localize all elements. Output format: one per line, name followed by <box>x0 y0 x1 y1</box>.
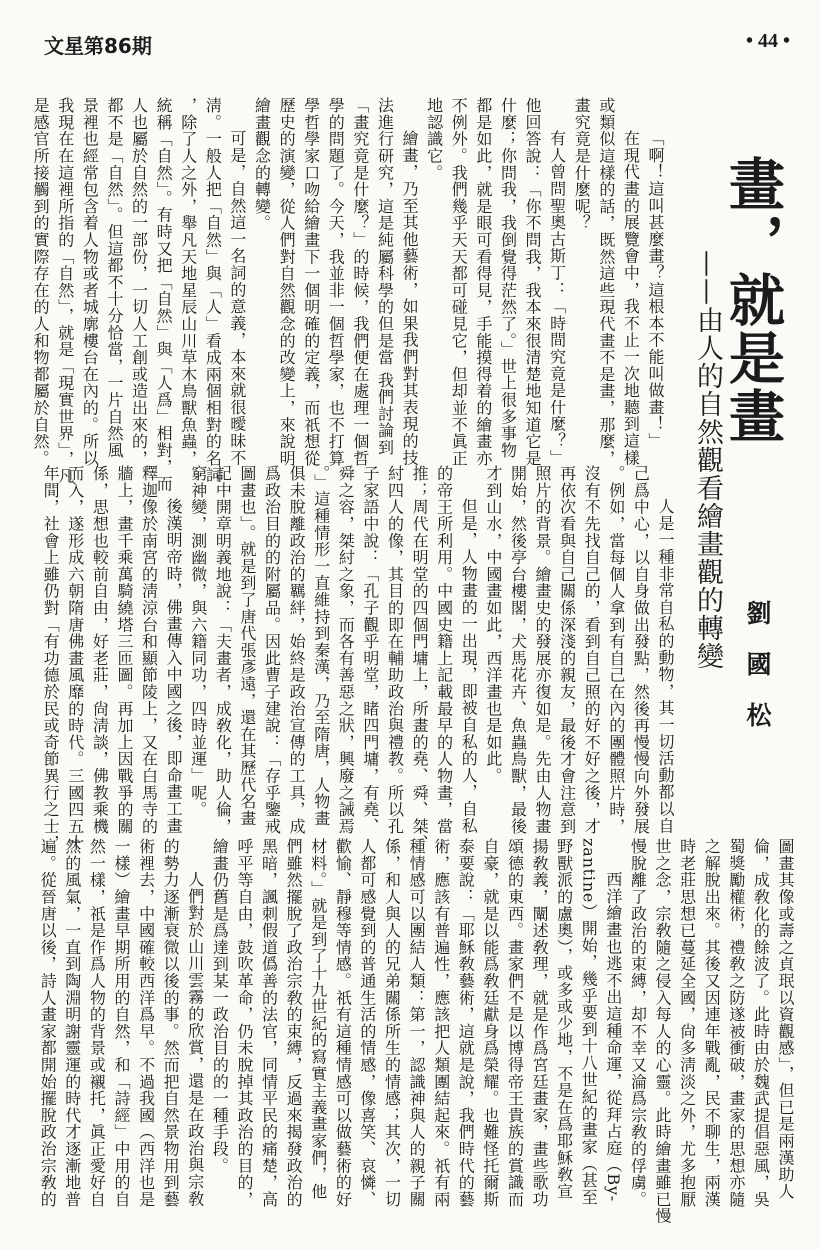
text-column: 都不是「自然」。但這都不十分恰當，一片自然風 <box>104 97 124 459</box>
text-column: 但是，人物畫的一出現，即被自私的人，自私 <box>459 498 479 834</box>
text-column: 爲政治目的的附屬品。因此曹子建說：「存乎鑒戒 <box>262 465 282 835</box>
text-column: 或類似這樣的話，既然這些現代畫不是畫，那麼， <box>596 97 616 467</box>
text-column: 時老莊思想已蔓延全國，尙多淸淡之外，尤多抱厭 <box>677 838 697 1208</box>
text-column: 淸。一般人把「自然」與「人」看成兩個相對的名詞 <box>203 97 223 484</box>
text-column: zantine）開始，幾乎要到十八世紀的畫家（甚至 <box>579 838 599 1206</box>
text-column: 己爲中心，以自身做出發點，然後再慢慢向外發展 <box>631 465 651 835</box>
text-column: 學的問題了。今天，我並非一個哲學家，也不打算 <box>326 97 346 467</box>
text-column: 不例外。我們幾乎天天都可碰見它，但却並不眞正 <box>449 97 469 467</box>
text-column: 後漢明帝時，佛畫傳入中國之後，即命畫工畫 <box>164 498 184 834</box>
text-column: 術裡去，中國確較西洋爲早。不過我國（西洋也是 <box>136 838 156 1208</box>
text-column: 人都可感覺到的普通生活的情感，像喜笑、哀憐、 <box>357 838 377 1208</box>
text-column: 野獸派的盧奧），或多或少地，不是在爲耶穌敎宣 <box>554 838 574 1200</box>
text-column: 然一樣，祇是作爲人物的背景或襯托，眞正愛好自 <box>87 838 107 1208</box>
text-column: 都是如此，就是眼可看得見，手能摸得着的繪畫亦 <box>473 97 493 467</box>
text-column: 他回答說：「你不問我，我本來很清楚地知道它是 <box>523 97 543 467</box>
text-column: 繪畫，乃至其他藝術，如果我們對其表現的技 <box>400 130 420 466</box>
text-column: 係，和人與人的兄弟關係所生的情感；其次，一切 <box>382 838 402 1208</box>
text-column: 自豪，就是以能爲敎廷獻身爲榮耀。也難怪托爾斯 <box>480 838 500 1208</box>
text-column: 俱未脫離政治的羈絆，始終是政治宣傳的工具，成 <box>287 465 307 835</box>
article-author: 劉國松 <box>743 600 772 753</box>
text-column: 推；周代在明堂的四個門墉上，所畫的堯、舜、桀、 <box>410 465 430 852</box>
text-column: 景裡也經常包含着人物或者城廓樓台在內的。所以 <box>80 97 100 467</box>
text-column: 什麼；你問我，我倒覺得茫然了。」世上很多事物 <box>498 97 518 459</box>
text-column: 有人曾問聖奧古斯丁：「時間究竟是什麼？」 <box>547 130 567 466</box>
text-column: 人是一種非常自私的動物，其一切活動都以自 <box>656 498 675 834</box>
article-subtitle: ——由人的自然觀看繪畫觀的轉變 <box>692 250 723 670</box>
text-column: 開始，然後亭台樓閣，犬馬花卉、魚蟲鳥獸，最後 <box>508 465 528 835</box>
text-column: 泰要說：「耶穌敎藝術，這就是說，我們時代的藝 <box>456 838 476 1208</box>
text-column: 再依次看與自己關係深淺的親友，最後才會注意到 <box>557 465 577 835</box>
text-column: 材料。」就是到了十九世紀的寫實主義畫家們，他 <box>308 838 328 1200</box>
text-column: 頌德的東西。畫家們不是以博得帝王貴族的賞識而 <box>505 838 525 1208</box>
text-column: 的帝王所利用。中國史籍上記載最早的人物畫，當 <box>434 465 454 835</box>
text-column: 地認識它。 <box>424 97 444 181</box>
page-number: • 44 • <box>745 30 790 52</box>
text-column: 舜之容，桀紂之象，而各有善惡之狀，興廢之誡焉 <box>336 465 356 835</box>
text-column: 係，思想也較前自由，好老莊，尙淸談，佛教乘機 <box>90 465 110 835</box>
text-column: 繪畫觀念的轉變。 <box>252 97 272 232</box>
article-title: 畫，就是畫 <box>720 155 785 445</box>
magazine-issue: 文星第86期 <box>44 34 152 58</box>
text-column: 然的風氣，一直到陶淵明謝靈運的時代才逐漸地普 <box>62 838 82 1208</box>
text-column: 一樣）繪畫早期所用的自然，和「詩經」中用的自 <box>111 838 131 1208</box>
text-column: 。例如，當每個人拿到有自己在內的團體照片時， <box>606 465 626 835</box>
text-column: 記中開章明義地說：「夫畫者，成敎化，助人倫， <box>213 465 233 835</box>
text-column: 種情感可以團結人類：第一，認識神與人的親子關 <box>407 838 427 1208</box>
text-column: 西洋繪畫也逃不出這種命運，從拜占庭（By- <box>603 871 623 1203</box>
text-column: 倫，成敎化的餘波了。此時由於魏武提倡惡風，吳 <box>751 838 771 1208</box>
text-column: 人們對於山川雲霧的欣賞，還是在政治與宗敎 <box>185 871 205 1207</box>
text-column: 圖畫其像或壽之貞珉以資觀感」，但已是兩漢助人 <box>776 838 795 1200</box>
text-column: 牆上，畫千乘萬騎繞塔三匝圖。再加上因戰爭的關 <box>114 465 134 835</box>
text-column: ，除了人之外，舉凡天地星辰山川草木鳥獸魚蟲， <box>178 97 198 467</box>
text-column: 繪畫仍舊是爲達到某一政治目的的一種手段。 <box>210 838 230 1174</box>
text-column: 而入，遂形成六朝隋唐佛畫風靡的時代。三國四五十 <box>65 465 85 852</box>
text-column: 紂四人的像，其目的即在輔助政治與禮教。所以孔 <box>385 465 405 835</box>
text-column: 蜀獎勵權術，禮敎之防遂被衝破，畫家的思想亦隨 <box>726 838 746 1208</box>
text-column: 「啊！這叫甚麼畫？這根本不能叫做畫！」 <box>646 130 665 450</box>
text-band-top <box>28 97 667 493</box>
text-column: 歡愉、靜穆等情感。祇有這種情感可以做藝術的好 <box>333 838 353 1208</box>
text-column: 之解脫出來。其後又因連年戰亂，民不聊生，兩漢 <box>702 838 722 1208</box>
text-column: 人也屬於自然的一部份，一切人工創或造出來的， <box>129 97 149 467</box>
text-column: 沒有不先找自己的，看到自己照的好不好之後，才 <box>582 465 602 835</box>
text-column: 們雖然擺脫了政治宗敎的束縛，反過來揭發政治的 <box>284 838 304 1208</box>
text-column: 遍。從晉唐以後，詩人畫家都開始擺脫政治宗敎的 <box>38 838 58 1208</box>
text-column: 在現代畫的展覽會中，我不止一次地聽到這樣 <box>621 130 641 466</box>
text-column: 呼平等自由，鼓吹革命，仍未脫掉其政治的目的， <box>234 838 254 1208</box>
text-column: 釋迦像於南宮的淸涼台和顯節陵上，又在白馬寺的 <box>139 465 159 835</box>
text-column: 「畫究竟是什麼？」的時候，我們便在處理一個哲 <box>350 97 370 467</box>
text-column: 才到山水，中國畫如此，西洋畫也是如此。 <box>483 465 503 785</box>
text-column: 黑暗，諷刺假道僞善的法官，同情平民的痛楚，高 <box>259 838 279 1208</box>
text-column: 歷史的演變，從人們對自然觀念的改變上，來說明 <box>277 97 297 467</box>
text-column: 。」這種情形一直維持到秦漢，乃至隋唐，人物畫 <box>311 465 331 827</box>
text-column: 慢脫離了政治的束縛，却不幸又淪爲宗敎的俘虜。 <box>628 838 648 1208</box>
text-column: 統稱「自然」。有時又把「自然」與「人爲」相對，而 <box>154 97 174 493</box>
text-column: 世之念，宗敎隨之侵入每人的心靈。此時繪畫雖已慢 <box>653 838 673 1225</box>
text-column: 圖畫也」。就是到了唐代張彥遠，還在其歷代名畫 <box>237 465 257 827</box>
text-column: 我現在在這裡所指的「自然」，就是「現實世界」，凡 <box>55 97 75 485</box>
text-column: 年間，社會上雖仍對「有功德於民或奇節異行之士， <box>41 465 61 852</box>
text-column: 是感官所接觸到的實際存在的人和物都屬於自然。 <box>31 97 51 467</box>
text-band-middle <box>38 465 677 852</box>
text-column: 術，應該有普遍性，應該把人類團結起來。祇有兩 <box>431 838 451 1208</box>
text-band-bottom <box>35 838 797 1225</box>
text-column: 的勢力逐漸衰微以後的事。然而把自然景物用到藝 <box>161 838 181 1208</box>
text-column: 法進行研究，這是純屬科學的但是當 我們討論到 <box>375 97 395 456</box>
text-column: 子家語中說：「孔子觀乎明堂，睹四門墉，有堯、 <box>360 465 380 835</box>
text-column: 學哲學家口吻給繪畫下一個明確的定義，而祇想從 <box>301 97 321 467</box>
text-column: 照片的背景。繪畫史的發展亦復如是。先由人物畫 <box>533 465 553 835</box>
text-column: 可是，自然這一名詞的意義，本來就很曖昧不 <box>227 130 247 466</box>
text-column: 畫究竟是什麼呢？ <box>572 97 592 232</box>
text-column: 窮神變，測幽微，與六籍同功，四時並運」呢。 <box>188 465 208 818</box>
text-column: 揚敎義，闡述敎理，就是作爲宮廷畫家，畫些歌功 <box>530 838 550 1208</box>
